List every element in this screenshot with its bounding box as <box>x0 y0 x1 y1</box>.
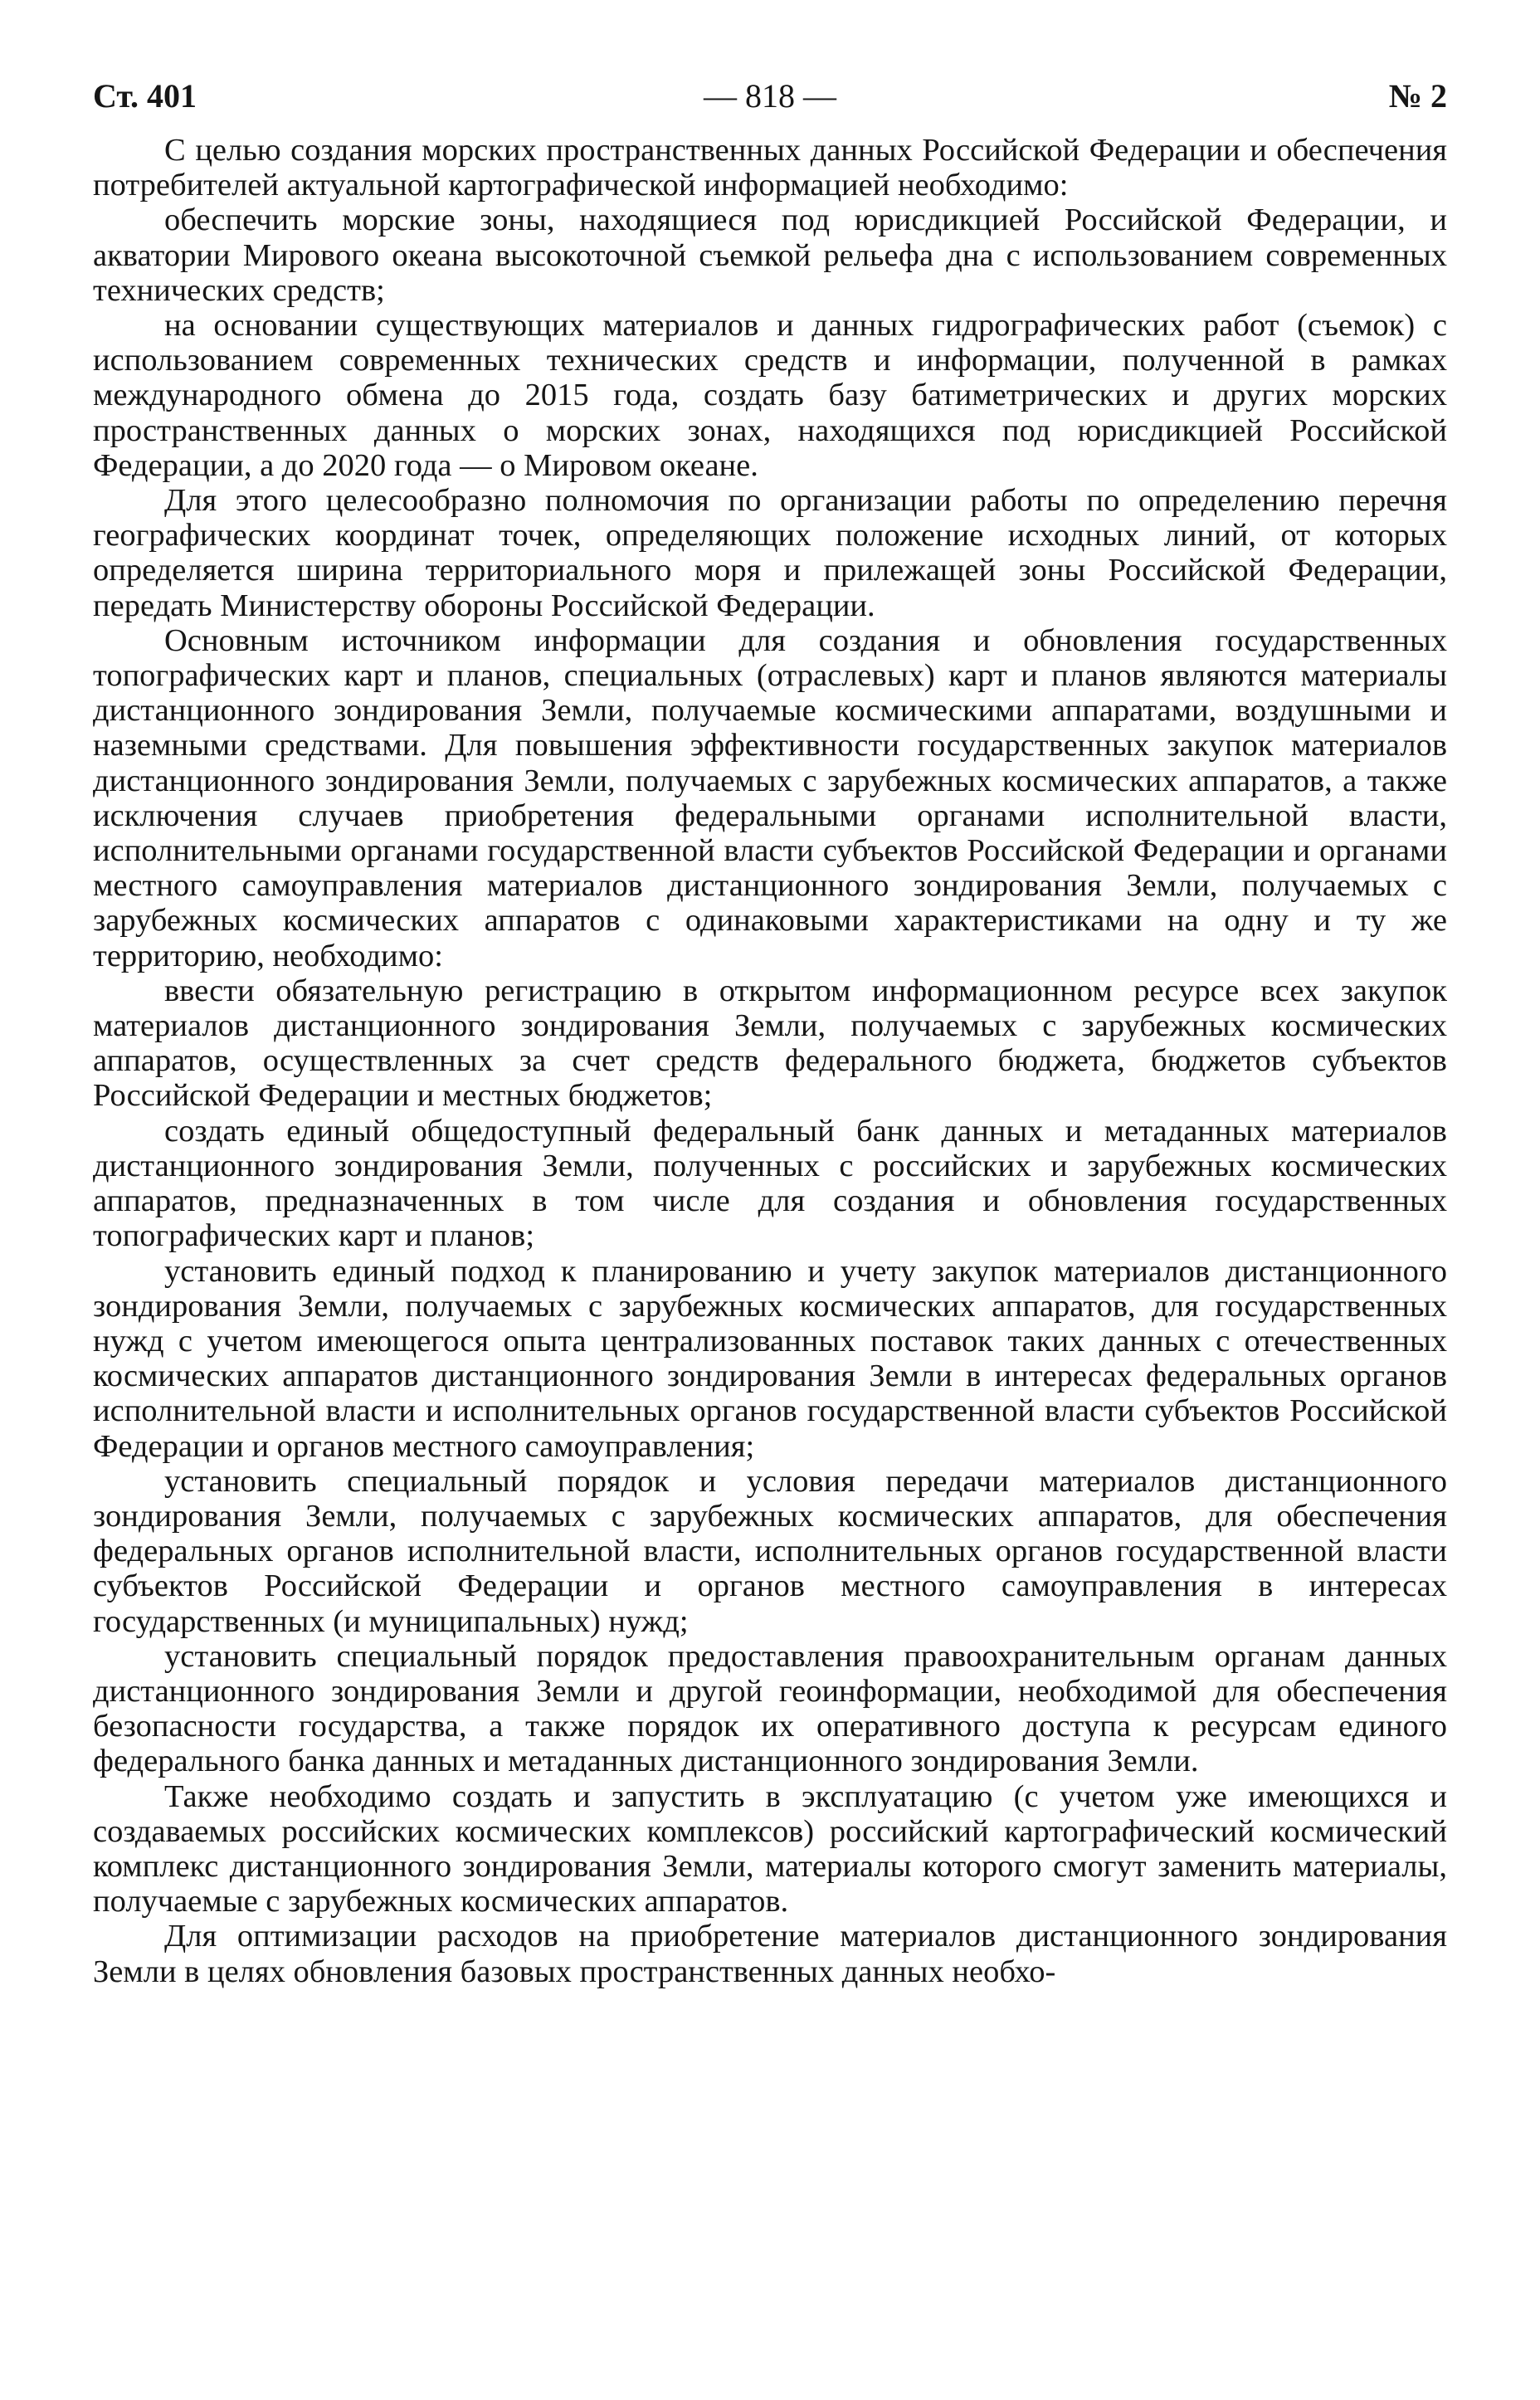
paragraph: С целью создания морских пространственных данных Российской Федерации и обеспечения потребителей актуальной картографической информацией необходимо: <box>93 133 1447 203</box>
document-body <box>93 133 1447 1989</box>
paragraph: на основании существующих материалов и данных гидрографических работ (съемок) с использованием современных технических средств и информации, полученной в рамках международного обмена до 2015 года, создать базу батиметрических и других морских пространственных данных о морских зонах, находящихся под юрисдикцией Российской Федерации, а до 2020 года — о Мировом океане. <box>93 308 1447 483</box>
page-number: — 818 — <box>704 77 836 115</box>
article-number: Ст. 401 <box>93 77 197 115</box>
paragraph: Для оптимизации расходов на приобретение материалов дистанционного зондирования Земли в целях обновления базовых пространственных данных необхо- <box>93 1919 1447 1989</box>
paragraph: Основным источником информации для создания и обновления государственных топографических карт и планов, специальных (отраслевых) карт и планов являются материалы дистанционного зондирования Земли, получаемые космическими аппаратами, воздушными и наземными средствами. Для повышения эффективности государственных закупок материалов дистанционного зондирования Земли, получаемых с зарубежных космических аппаратов, а также исключения случаев приобретения федеральными органами исполнительной власти, исполнительными органами государственной власти субъектов Российской Федерации и органами местного самоуправления материалов дистанционного зондирования Земли, получаемых с зарубежных космических аппаратов с одинаковыми характеристиками на одну и ту же территорию, необходимо: <box>93 622 1447 973</box>
paragraph: обеспечить морские зоны, находящиеся под юрисдикцией Российской Федерации, и акватории Мирового океана высокоточной съемкой рельефа дна с использованием современных технических средств; <box>93 202 1447 308</box>
paragraph: установить единый подход к планированию и учету закупок материалов дистанционного зондирования Земли, получаемых с зарубежных космических аппаратов, для государственных нужд с учетом имеющегося опыта централизованных поставок таких данных с отечественных космических аппаратов дистанционного зондирования Земли в интересах федеральных органов исполнительной власти и исполнительных органов государственной власти субъектов Российской Федерации и органов местного самоуправления; <box>93 1253 1447 1464</box>
paragraph: Также необходимо создать и запустить в эксплуатацию (с учетом уже имеющихся и создаваемых российских космических комплексов) российский картографический космический комплекс дистанционного зондирования Земли, материалы которого смогут заменить материалы, получаемые с зарубежных космических аппаратов. <box>93 1778 1447 1920</box>
paragraph: создать единый общедоступный федеральный банк данных и метаданных материалов дистанционного зондирования Земли, полученных с российских и зарубежных космических аппаратов, предназначенных в том числе для создания и обновления государственных топографических карт и планов; <box>93 1113 1447 1254</box>
paragraph: установить специальный порядок и условия передачи материалов дистанционного зондирования Земли, получаемых с зарубежных космических аппаратов, для обеспечения федеральных органов исполнительной власти, исполнительных органов государственной власти субъектов Российской Федерации и органов местного самоуправления в интересах государственных (и муниципальных) нужд; <box>93 1463 1447 1639</box>
issue-number: № 2 <box>1388 77 1447 115</box>
paragraph: Для этого целесообразно полномочия по организации работы по определению перечня географических координат точек, определяющих положение исходных линий, от которых определяется ширина территориального моря и прилежащей зоны Российской Федерации, передать Министерству обороны Российской Федерации. <box>93 483 1447 623</box>
paragraph: установить специальный порядок предоставления правоохранительным органам данных дистанционного зондирования Земли и другой геоинформации, необходимой для обеспечения безопасности государства, а также порядок их оперативного доступа к ресурсам единого федерального банка данных и метаданных дистанционного зондирования Земли. <box>93 1638 1447 1779</box>
page-header <box>93 73 1447 120</box>
paragraph: ввести обязательную регистрацию в открытом информационном ресурсе всех закупок материалов дистанционного зондирования Земли, получаемых с зарубежных космических аппаратов, осуществленных за счет средств федерального бюджета, бюджетов субъектов Российской Федерации и местных бюджетов; <box>93 973 1447 1114</box>
